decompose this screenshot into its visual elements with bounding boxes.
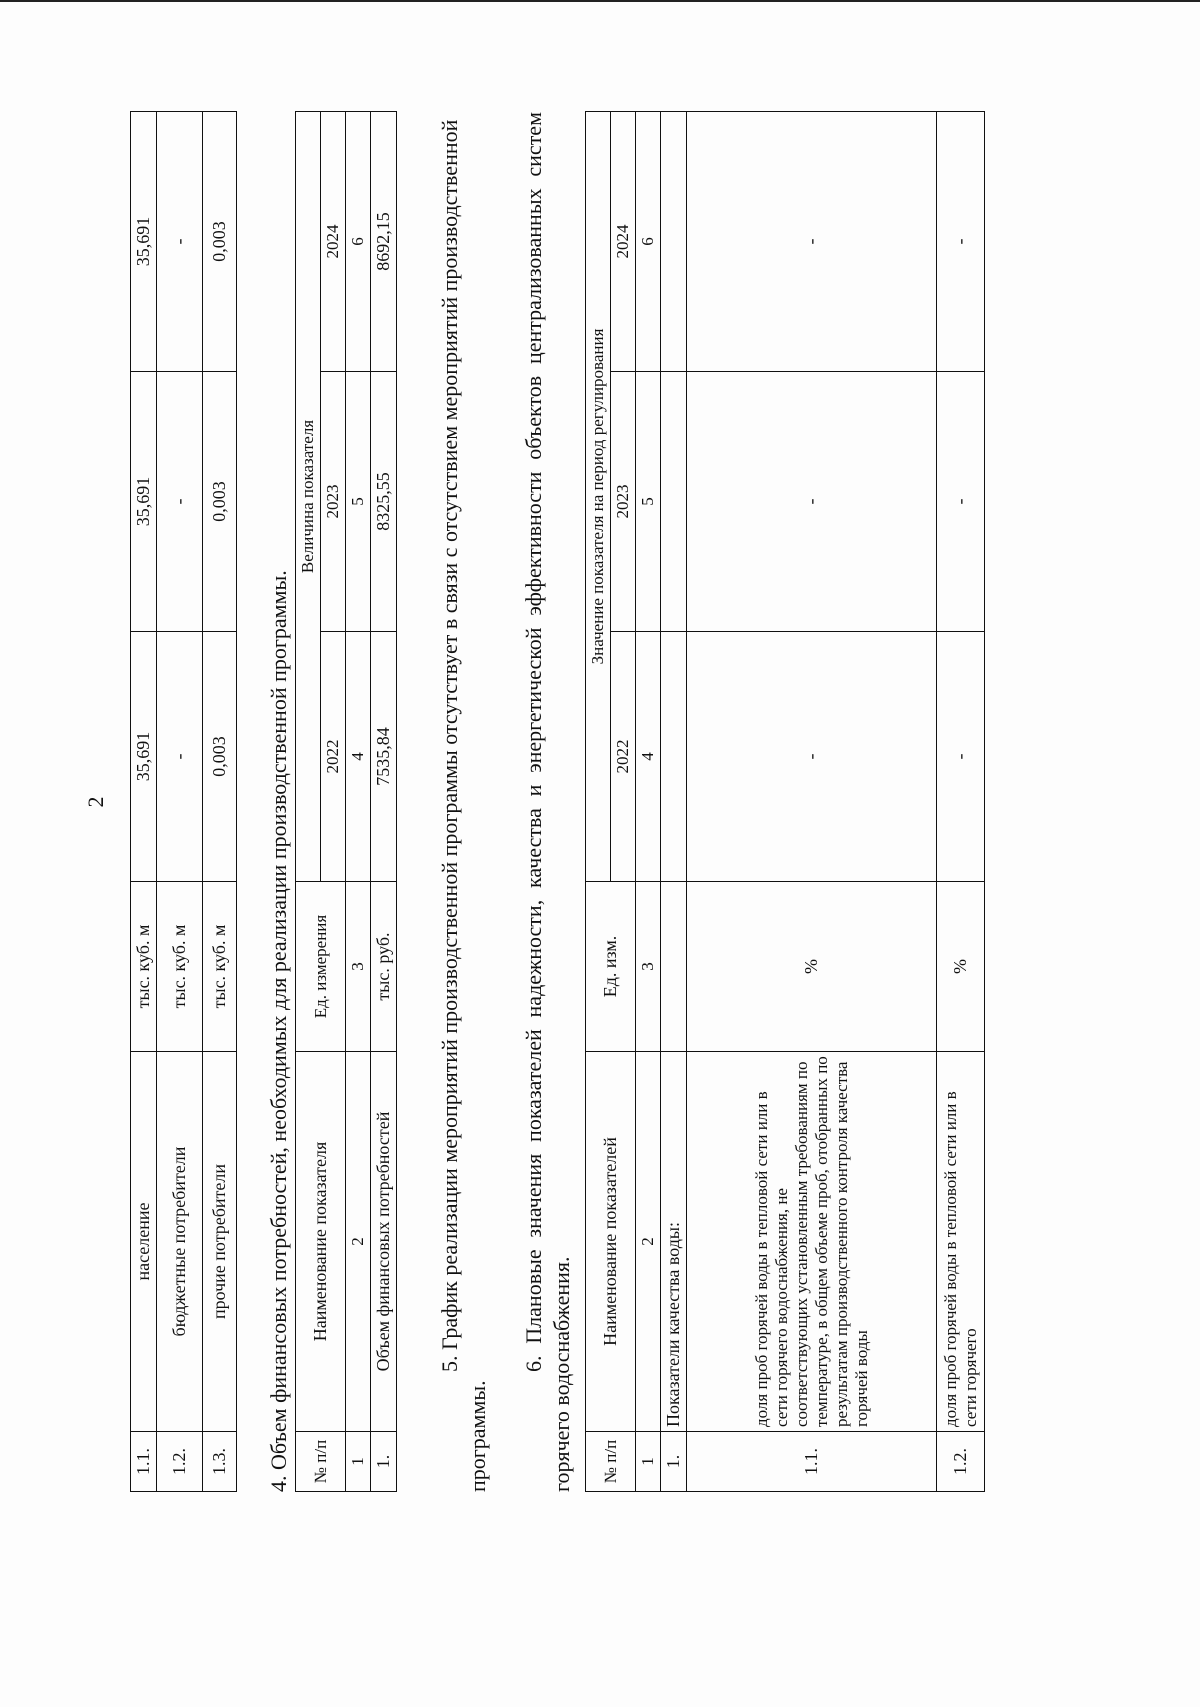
page-number: 2 bbox=[83, 796, 108, 808]
row-2024: - bbox=[687, 111, 937, 371]
row-2023: - bbox=[687, 372, 937, 632]
row-name: Объем финансовых потребностей bbox=[371, 1052, 397, 1432]
section4-heading: 4. Объем финансовых потребностей, необходимых для реализации производственной программы. bbox=[266, 570, 291, 1492]
consumption-table bbox=[130, 111, 237, 1492]
index-cell: 2 bbox=[636, 1052, 661, 1432]
year-header: 2023 bbox=[321, 372, 346, 632]
row-unit: % bbox=[937, 882, 985, 1052]
col-num-header: № п/п bbox=[296, 1432, 346, 1492]
col-name-header: Наименование показателей bbox=[586, 1052, 636, 1432]
row-name: прочие потребители bbox=[203, 1052, 237, 1432]
row-name: Показатели качества воды: bbox=[661, 1052, 687, 1432]
row-unit: тыс. куб. м bbox=[203, 882, 237, 1052]
row-2023: 0,003 bbox=[203, 372, 237, 632]
row-2023: 35,691 bbox=[131, 372, 157, 632]
table-header-row bbox=[296, 111, 321, 1491]
table-group-row bbox=[661, 111, 687, 1491]
row-2022: - bbox=[157, 632, 203, 882]
row-2023: - bbox=[157, 372, 203, 632]
row-num: 1.1. bbox=[687, 1432, 937, 1492]
table-row bbox=[157, 112, 203, 1492]
col-num-header: № п/п bbox=[586, 1432, 636, 1492]
year-header: 2022 bbox=[321, 632, 346, 882]
index-cell: 1 bbox=[636, 1432, 661, 1492]
index-cell: 3 bbox=[346, 882, 371, 1052]
row-2024: 35,691 bbox=[131, 112, 157, 372]
row-2022: - bbox=[937, 632, 985, 882]
table-row bbox=[203, 112, 237, 1492]
row-name: население bbox=[131, 1052, 157, 1432]
table-header-row bbox=[586, 111, 611, 1491]
row-name: доля проб горячей воды в тепловой сети или в сети горячего bbox=[937, 1052, 985, 1432]
row-name: бюджетные потребители bbox=[157, 1052, 203, 1432]
row-num: 1. bbox=[371, 1432, 397, 1492]
index-cell: 3 bbox=[636, 882, 661, 1052]
row-num: 1. bbox=[661, 1432, 687, 1492]
col-value-header: Значение показателя на период регулирования bbox=[586, 111, 611, 881]
index-cell: 2 bbox=[346, 1052, 371, 1432]
index-cell: 4 bbox=[636, 632, 661, 882]
row-unit: % bbox=[687, 882, 937, 1052]
row-unit: тыс. куб. м bbox=[131, 882, 157, 1052]
row-num: 1.1. bbox=[131, 1432, 157, 1492]
row-2023: 8325,55 bbox=[371, 372, 397, 632]
row-2024: - bbox=[157, 112, 203, 372]
financial-needs-table bbox=[295, 111, 397, 1492]
row-num: 1.3. bbox=[203, 1432, 237, 1492]
table-row bbox=[687, 111, 937, 1491]
indicators-table bbox=[585, 111, 985, 1492]
col-name-header: Наименование показателя bbox=[296, 1052, 346, 1432]
row-2022: 35,691 bbox=[131, 632, 157, 882]
row-name: доля проб горячей воды в тепловой сети или в сети горячего водоснабжения, не соответствующих установленным требованиям по температуре, в общем объеме проб, отобранных по результатам производственного контроля качества горячей воды bbox=[687, 1052, 937, 1432]
year-header: 2022 bbox=[611, 632, 636, 882]
index-cell: 6 bbox=[346, 111, 371, 371]
index-cell: 6 bbox=[636, 111, 661, 371]
table-index-row bbox=[346, 111, 371, 1491]
year-header: 2024 bbox=[611, 111, 636, 371]
row-2022: 7535,84 bbox=[371, 632, 397, 882]
section6-heading: 6. Плановые значения показателей надежности, качества и энергетической эффективности объектов централизованных систем горячего водоснабжения. bbox=[521, 112, 574, 1492]
row-num: 1.2. bbox=[937, 1432, 985, 1492]
rotated-content bbox=[130, 52, 1130, 1542]
table-index-row bbox=[636, 111, 661, 1491]
index-cell: 1 bbox=[346, 1432, 371, 1492]
row-2024: - bbox=[937, 111, 985, 371]
col-unit-header: Ед. измерения bbox=[296, 882, 346, 1052]
index-cell: 5 bbox=[636, 372, 661, 632]
table-row bbox=[371, 111, 397, 1491]
col-unit-header: Ед. изм. bbox=[586, 882, 636, 1052]
row-2022: - bbox=[687, 632, 937, 882]
row-2024: 8692,15 bbox=[371, 111, 397, 371]
row-2022: 0,003 bbox=[203, 632, 237, 882]
year-header: 2023 bbox=[611, 372, 636, 632]
index-cell: 4 bbox=[346, 632, 371, 882]
row-num: 1.2. bbox=[157, 1432, 203, 1492]
row-2024: 0,003 bbox=[203, 112, 237, 372]
row-unit: тыс. куб. м bbox=[157, 882, 203, 1052]
section5-text: 5. График реализации мероприятий производственной программы отсутствует в связи с отсутствием мероприятий производственной программы. bbox=[437, 119, 490, 1492]
col-value-header: Величина показателя bbox=[296, 111, 321, 881]
index-cell: 5 bbox=[346, 372, 371, 632]
table-row bbox=[937, 111, 985, 1491]
row-unit: тыс. руб. bbox=[371, 882, 397, 1052]
table-row bbox=[131, 112, 157, 1492]
year-header: 2024 bbox=[321, 111, 346, 371]
row-2023: - bbox=[937, 372, 985, 632]
